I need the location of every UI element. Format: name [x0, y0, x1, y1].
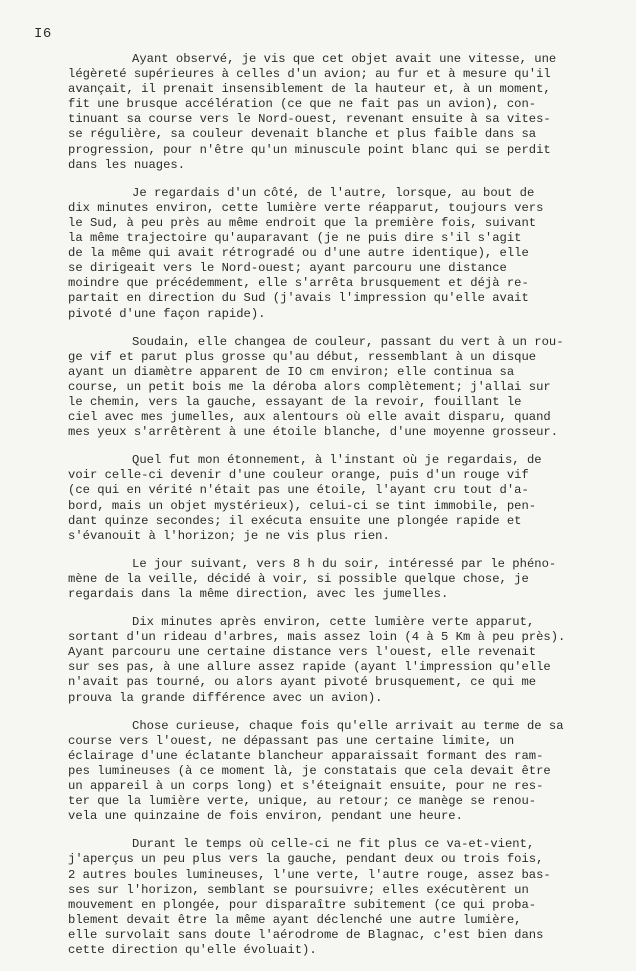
paragraph: Ayant observé, je vis que cet objet avait une vitesse, une légèreté supérieures à celles d'un avion; au fur et à mesure qu'il avançait, il prenait insensiblement de la hauteur et, à un moment, fit une brusque accélération (ce que ne fait pas un avion), con- tinuant sa course vers le Nord-ouest, revenant ensuite à sa vites- se régulière, sa couleur devenait blanche et plus faible dans sa progression, pour n'être qu'un minuscule point blanc qui se perdit dans les nuages.	[68, 52, 557, 172]
paragraph: Durant le temps où celle-ci ne fit plus ce va-et-vient, j'aperçus un peu plus vers la gauche, pendant deux ou trois fois, 2 autres boules lumineuses, l'une verte, l'autre rouge, assez bas- ses sur l'horizon, semblant se poursuivre; elles exécutèrent un mouvement en plongée, pour disparaître subitement (ce qui proba- blement devait être la même ayant déclenché une autre lumière, elle survolait sans doute l'aérodrome de Blagnac, c'est bien dans cette direction qu'elle évoluait).	[68, 837, 551, 957]
page-number: I6	[34, 26, 52, 42]
paragraph: Quel fut mon étonnement, à l'instant où je regardais, de voir celle-ci devenir d'une couleur orange, puis d'un rouge vif (ce qui en vérité n'était pas une étoile, l'ayant cru tout d'a- bord, mais un objet mystérieux), celui-ci se tint immobile, pen- dant quinze secondes; il exécuta ensuite une plongée rapide et s'évanouit à l'horizon; je ne vis plus rien.	[68, 453, 542, 543]
body-text	[68, 52, 614, 971]
paragraph: Chose curieuse, chaque fois qu'elle arrivait au terme de sa course vers l'ouest, ne dépassant pas une certaine limite, un éclairage d'une éclatante blancheur apparaissait formant des ram- pes lumineuses (à ce moment là, je constatais que cela devait être un appareil à un corps long) et s'éteignait ensuite, pour ne res- ter que la lumière verte, unique, au retour; ce manège se renou- vela une quinzaine de fois environ, pendant une heure.	[68, 718, 564, 824]
paragraph: Dix minutes après environ, cette lumière verte apparut, sortant d'un rideau d'arbres, mais assez loin (4 à 5 Km à peu près). Ayant parcouru une certaine distance vers l'ouest, elle revenait sur ses pas, à une allure assez rapide (ayant l'impression qu'elle n'avait pas tourné, ou alors ayant pivoté brusquement, ce qui me prouva la grande différence avec un avion).	[68, 615, 566, 705]
paragraph: Je regardais d'un côté, de l'autre, lorsque, au bout de dix minutes environ, cette lumière verte réapparut, toujours vers le Sud, à peu près au même endroit que la première fois, suivant la même trajectoire qu'auparavant (je ne puis dire s'il s'agit de la même qui avait rétrogradé ou d'une autre identique), elle se dirigeait vers le Nord-ouest; ayant parcouru une distance moindre que précédemment, elle s'arrêta brusquement et déjà re- partait en direction du Sud (j'avais l'impression qu'elle avait pivoté d'une façon rapide).	[68, 185, 544, 321]
paragraph: Le jour suivant, vers 8 h du soir, intéressé par le phéno- mène de la veille, décidé à voir, si possible quelque chose, je regardais dans la même direction, avec les jumelles.	[68, 556, 557, 601]
paragraph: Soudain, elle changea de couleur, passant du vert à un rou- ge vif et parut plus grosse qu'au début, ressemblant à un disque ayant un diamètre apparent de IO cm environ; elle continua sa course, un petit bois me la déroba alors complètement; j'allai sur le chemin, vers la gauche, essayant de la revoir, fouillant le ciel avec mes jumelles, aux alentours où elle avait disparu, quand mes yeux s'arrêtèrent à une étoile blanche, d'une moyenne grosseur.	[68, 334, 564, 440]
